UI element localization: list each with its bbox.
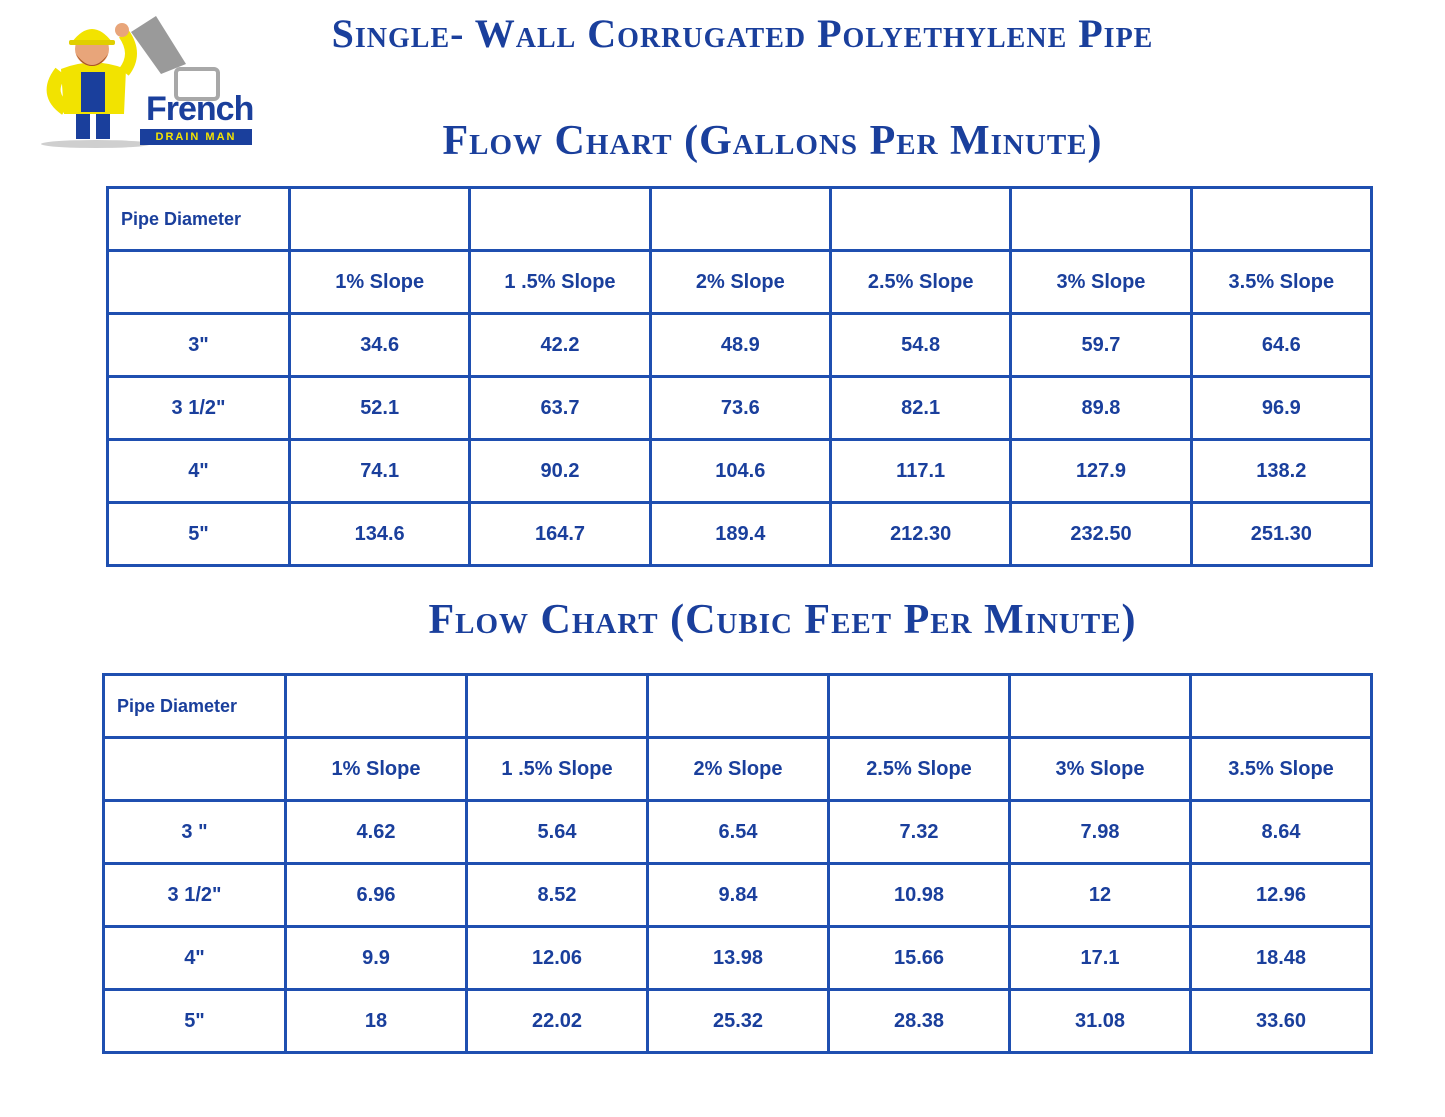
flow-value-cell: 12.06 xyxy=(467,927,648,990)
table-header-row xyxy=(108,188,1372,251)
flow-value-cell: 89.8 xyxy=(1011,377,1191,440)
flow-value-cell: 42.2 xyxy=(470,314,650,377)
column-header: 1 .5% Slope xyxy=(467,738,648,801)
flow-value-cell: 9.84 xyxy=(648,864,829,927)
pipe-diameter-cell: 4" xyxy=(108,440,290,503)
empty-header-cell xyxy=(290,188,470,251)
flow-value-cell: 82.1 xyxy=(830,377,1010,440)
cfm-flow-table xyxy=(102,673,1373,1054)
logo-tagline: DRAIN MAN xyxy=(140,129,252,145)
flow-value-cell: 15.66 xyxy=(829,927,1010,990)
cfm-chart-title: Flow Chart (Cubic Feet Per Minute) xyxy=(428,597,1137,643)
flow-value-cell: 12 xyxy=(1010,864,1191,927)
pipe-diameter-header: Pipe Diameter xyxy=(108,188,290,251)
empty-header-cell xyxy=(467,675,648,738)
column-header: 2.5% Slope xyxy=(829,738,1010,801)
table-row xyxy=(104,990,1372,1053)
column-header: 2% Slope xyxy=(648,738,829,801)
page-title: Single- Wall Corrugated Polyethylene Pipe xyxy=(331,11,1154,56)
column-header: 2.5% Slope xyxy=(830,251,1010,314)
empty-header-cell xyxy=(104,738,286,801)
gpm-chart-title: Flow Chart (Gallons Per Minute) xyxy=(442,118,1103,164)
flow-value-cell: 189.4 xyxy=(650,503,830,566)
table-row xyxy=(104,864,1372,927)
pipe-diameter-cell: 5" xyxy=(104,990,286,1053)
pipe-diameter-cell: 3" xyxy=(108,314,290,377)
flow-value-cell: 34.6 xyxy=(290,314,470,377)
flow-value-cell: 10.98 xyxy=(829,864,1010,927)
flow-value-cell: 5.64 xyxy=(467,801,648,864)
empty-header-cell xyxy=(648,675,829,738)
flow-value-cell: 48.9 xyxy=(650,314,830,377)
empty-header-cell xyxy=(650,188,830,251)
flow-value-cell: 22.02 xyxy=(467,990,648,1053)
flow-value-cell: 4.62 xyxy=(286,801,467,864)
pipe-diameter-cell: 4" xyxy=(104,927,286,990)
flow-value-cell: 6.54 xyxy=(648,801,829,864)
table-row xyxy=(108,314,1372,377)
pipe-diameter-cell: 3 1/2" xyxy=(104,864,286,927)
column-header: 3% Slope xyxy=(1011,251,1191,314)
table-row xyxy=(108,377,1372,440)
flow-value-cell: 134.6 xyxy=(290,503,470,566)
table-header-row xyxy=(104,675,1372,738)
flow-value-cell: 8.52 xyxy=(467,864,648,927)
flow-value-cell: 33.60 xyxy=(1191,990,1372,1053)
flow-value-cell: 63.7 xyxy=(470,377,650,440)
flow-value-cell: 7.32 xyxy=(829,801,1010,864)
flow-value-cell: 6.96 xyxy=(286,864,467,927)
flow-value-cell: 13.98 xyxy=(648,927,829,990)
flow-value-cell: 9.9 xyxy=(286,927,467,990)
flow-value-cell: 64.6 xyxy=(1191,314,1371,377)
table-row xyxy=(104,801,1372,864)
gpm-flow-table xyxy=(106,186,1373,567)
flow-value-cell: 25.32 xyxy=(648,990,829,1053)
column-header: 3% Slope xyxy=(1010,738,1191,801)
empty-header-cell xyxy=(108,251,290,314)
flow-value-cell: 31.08 xyxy=(1010,990,1191,1053)
flow-value-cell: 117.1 xyxy=(830,440,1010,503)
empty-header-cell xyxy=(830,188,1010,251)
column-header: 2% Slope xyxy=(650,251,830,314)
logo-wordmark: French xyxy=(146,90,254,128)
flow-value-cell: 232.50 xyxy=(1011,503,1191,566)
flow-value-cell: 138.2 xyxy=(1191,440,1371,503)
empty-header-cell xyxy=(1011,188,1191,251)
flow-value-cell: 90.2 xyxy=(470,440,650,503)
flow-value-cell: 212.30 xyxy=(830,503,1010,566)
flow-value-cell: 18 xyxy=(286,990,467,1053)
flow-value-cell: 28.38 xyxy=(829,990,1010,1053)
pipe-diameter-cell: 5" xyxy=(108,503,290,566)
flow-value-cell: 12.96 xyxy=(1191,864,1372,927)
flow-value-cell: 73.6 xyxy=(650,377,830,440)
table-row xyxy=(104,927,1372,990)
column-header: 1% Slope xyxy=(290,251,470,314)
flow-value-cell: 127.9 xyxy=(1011,440,1191,503)
flow-value-cell: 96.9 xyxy=(1191,377,1371,440)
empty-header-cell xyxy=(286,675,467,738)
slope-header-row xyxy=(104,738,1372,801)
empty-header-cell xyxy=(1010,675,1191,738)
empty-header-cell xyxy=(829,675,1010,738)
flow-value-cell: 7.98 xyxy=(1010,801,1191,864)
column-header: 3.5% Slope xyxy=(1191,738,1372,801)
pipe-diameter-cell: 3 1/2" xyxy=(108,377,290,440)
flow-value-cell: 104.6 xyxy=(650,440,830,503)
flow-value-cell: 59.7 xyxy=(1011,314,1191,377)
column-header: 1 .5% Slope xyxy=(470,251,650,314)
flow-value-cell: 164.7 xyxy=(470,503,650,566)
flow-value-cell: 251.30 xyxy=(1191,503,1371,566)
column-header: 1% Slope xyxy=(286,738,467,801)
empty-header-cell xyxy=(470,188,650,251)
flow-value-cell: 52.1 xyxy=(290,377,470,440)
flow-value-cell: 18.48 xyxy=(1191,927,1372,990)
pipe-diameter-header: Pipe Diameter xyxy=(104,675,286,738)
empty-header-cell xyxy=(1191,188,1371,251)
flow-value-cell: 17.1 xyxy=(1010,927,1191,990)
table-row xyxy=(108,503,1372,566)
column-header: 3.5% Slope xyxy=(1191,251,1371,314)
flow-value-cell: 54.8 xyxy=(830,314,1010,377)
pipe-diameter-cell: 3 " xyxy=(104,801,286,864)
table-row xyxy=(108,440,1372,503)
flow-value-cell: 74.1 xyxy=(290,440,470,503)
flow-value-cell: 8.64 xyxy=(1191,801,1372,864)
slope-header-row xyxy=(108,251,1372,314)
empty-header-cell xyxy=(1191,675,1372,738)
